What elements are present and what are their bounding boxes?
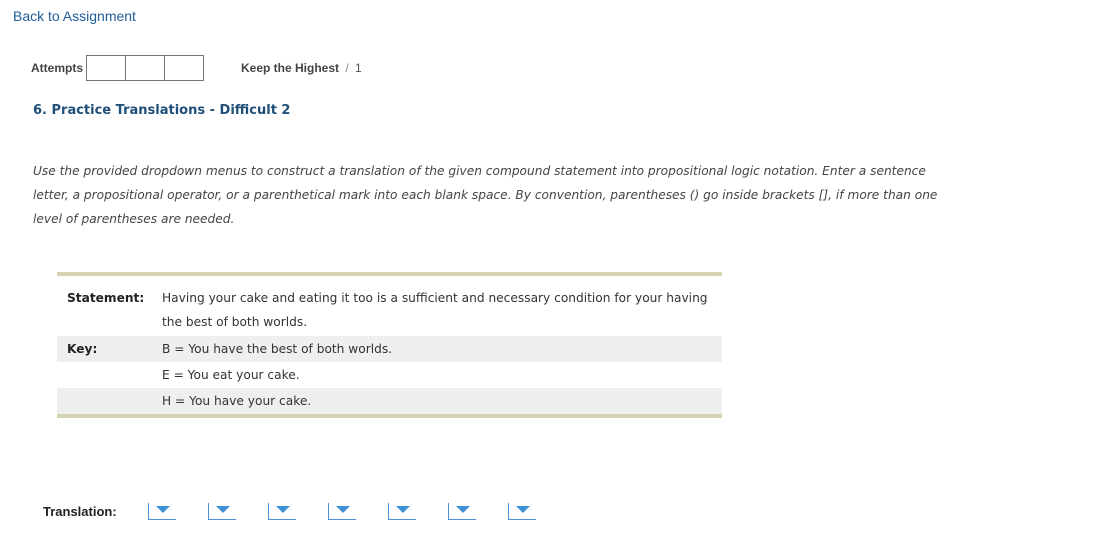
score-max: 1 xyxy=(355,61,362,75)
chevron-down-icon xyxy=(396,506,410,513)
key-entry: E = You eat your cake. xyxy=(162,368,300,382)
key-entry: B = You have the best of both worlds. xyxy=(162,342,393,356)
key-row xyxy=(57,336,722,362)
statement-key-table xyxy=(57,272,722,418)
translation-dropdown[interactable] xyxy=(448,503,476,520)
chevron-down-icon xyxy=(156,506,170,513)
chevron-down-icon xyxy=(336,506,350,513)
key-label-empty xyxy=(57,388,162,414)
statement-row xyxy=(57,276,722,336)
attempts-row xyxy=(31,55,204,81)
translation-dropdown[interactable] xyxy=(148,503,176,520)
attempt-box xyxy=(164,55,204,81)
translation-dropdown[interactable] xyxy=(328,503,356,520)
score-separator: / xyxy=(345,61,349,75)
statement-label: Statement: xyxy=(67,291,145,305)
chevron-down-icon xyxy=(516,506,530,513)
key-label-empty xyxy=(57,362,162,388)
question-title: 6. Practice Translations - Difficult 2 xyxy=(33,103,291,118)
key-entry: H = You have your cake. xyxy=(162,394,312,408)
translation-dropdown[interactable] xyxy=(208,503,236,520)
statement-text: Having your cake and eating it too is a sufficient and necessary condition for your having the best of both worlds. xyxy=(162,291,708,329)
attempt-box xyxy=(125,55,165,81)
key-label: Key: xyxy=(67,342,98,356)
attempt-box xyxy=(86,55,126,81)
chevron-down-icon xyxy=(276,506,290,513)
back-to-assignment-link[interactable]: Back to Assignment xyxy=(13,8,136,24)
attempt-boxes xyxy=(86,55,204,81)
instructions-text: Use the provided dropdown menus to construct a translation of the given compound statement into propositional logic notation. Enter a sentence letter, a propositional operator, or a parenthetical mark into each blank space. By convention, parentheses () go inside brackets [], if more than one level of parentheses are needed. xyxy=(33,164,938,226)
key-row xyxy=(57,388,722,414)
chevron-down-icon xyxy=(216,506,230,513)
attempts-label: Attempts xyxy=(31,61,84,75)
translation-dropdown[interactable] xyxy=(268,503,296,520)
translation-dropdown[interactable] xyxy=(508,503,536,520)
translation-dropdown[interactable] xyxy=(388,503,416,520)
translation-dropdowns xyxy=(148,503,568,520)
keep-highest-label: Keep the Highest xyxy=(241,61,340,75)
translation-label: Translation: xyxy=(43,504,117,519)
score-summary xyxy=(241,61,362,75)
key-row xyxy=(57,362,722,388)
chevron-down-icon xyxy=(456,506,470,513)
translation-row xyxy=(43,503,568,520)
